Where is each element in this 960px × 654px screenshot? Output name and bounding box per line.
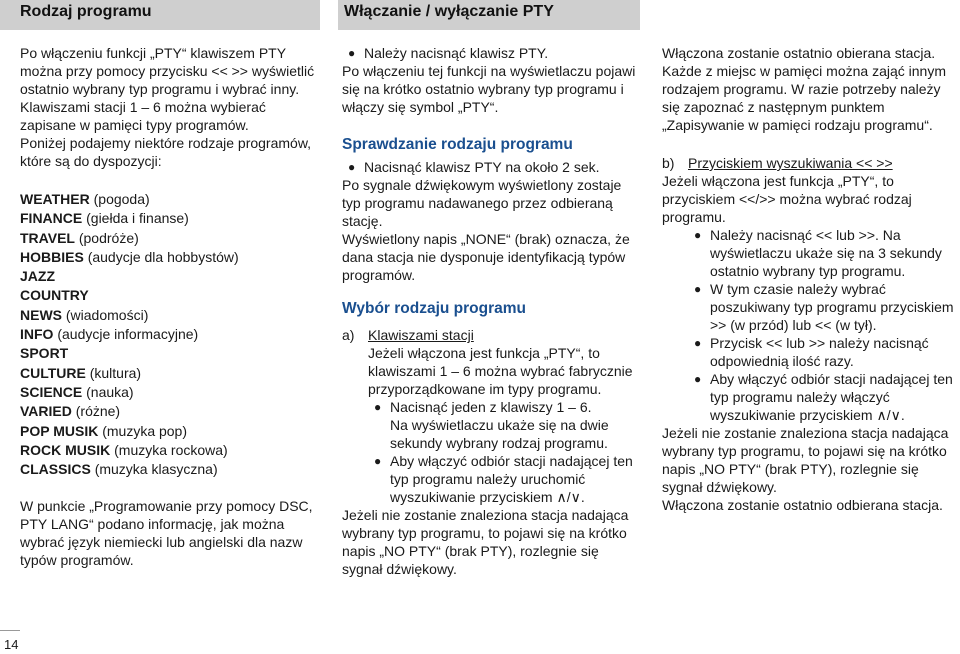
program-type-name: POP MUSIK bbox=[20, 422, 99, 439]
program-type-name: SCIENCE bbox=[20, 383, 83, 400]
program-type-item bbox=[20, 306, 318, 325]
paragraph: Po sygnale dźwiękowym wyświetlony zostaje typ programu nadawanego przez odbieraną stację. bbox=[342, 177, 622, 229]
bullet-item: ● W tym czasie należy wybrać poszukiwany typ programu przyciskiem >> (w przód) lub << (w tył). bbox=[694, 281, 954, 333]
program-type-item bbox=[20, 325, 318, 344]
program-type-description: (giełda i finanse) bbox=[86, 210, 189, 227]
bullet-icon: ● bbox=[348, 160, 356, 174]
page-number-rule bbox=[0, 630, 20, 631]
bullet-item: ● Należy nacisnąć klawisz PTY. bbox=[348, 45, 549, 61]
bullet-item: ● Przycisk << lub >> należy nacisnąć odpowiednią ilość razy. bbox=[694, 335, 929, 369]
program-type-item bbox=[20, 190, 318, 209]
program-type-item bbox=[20, 441, 318, 460]
program-type-name: NEWS bbox=[20, 306, 62, 323]
program-type-name: SPORT bbox=[20, 345, 69, 362]
paragraph: Włączona zostanie ostatnio odbierana stacja. bbox=[662, 497, 943, 513]
bullet-item: ● Nacisnąć klawisz PTY na około 2 sek. bbox=[348, 159, 600, 175]
paragraph: Po włączeniu tej funkcji na wyświetlaczu pojawi się na krótko ostatnio wybrany typ programu i włączy się symbol „PTY“. bbox=[342, 63, 636, 115]
section-heading: Rodzaj programu bbox=[20, 3, 152, 20]
program-type-name: VARIED bbox=[20, 403, 72, 420]
program-type-item bbox=[20, 229, 318, 248]
bullet-icon: ● bbox=[694, 228, 702, 242]
program-type-description: (muzyka rockowa) bbox=[114, 441, 228, 458]
program-type-name: FINANCE bbox=[20, 210, 83, 227]
section-heading: Włączanie / wyłączanie PTY bbox=[344, 3, 554, 20]
column-middle bbox=[338, 0, 640, 577]
paragraph: Poniżej podajemy niektóre rodzaje programów, które są do dyspozycji: bbox=[20, 135, 312, 169]
bullet-icon: ● bbox=[374, 400, 382, 414]
program-type-name: TRAVEL bbox=[20, 229, 75, 246]
option-a-title: a) Klawiszami stacji bbox=[342, 327, 474, 343]
subheading: Sprawdzanie rodzaju programu bbox=[342, 136, 573, 153]
paragraph: Wyświetlony napis „NONE“ (brak) oznacza, że dana stacja nie dysponuje identyfikacją typów programów. bbox=[342, 231, 630, 283]
bullet-item: ● Nacisnąć jeden z klawiszy 1 – 6. Na wyświetlaczu ukaże się na dwie sekundy wybrany rodzaj programu. bbox=[374, 399, 609, 451]
subheading: Wybór rodzaju programu bbox=[342, 300, 527, 317]
program-type-item bbox=[20, 209, 318, 228]
program-type-description: (muzyka klasyczna) bbox=[94, 461, 218, 478]
program-type-name: JAZZ bbox=[20, 268, 55, 285]
bullet-icon: ● bbox=[348, 46, 356, 60]
bullet-icon: ● bbox=[694, 282, 702, 296]
program-type-description: (podróże) bbox=[78, 229, 139, 246]
program-type-name: WEATHER bbox=[20, 191, 90, 207]
paragraph: Jeżeli nie zostanie znaleziona stacja nadająca wybrany typ programu, to pojawi się na krótko napis „NO PTY“ (brak PTY), rozlegnie się sygnał dźwiękowy. bbox=[342, 507, 629, 577]
option-b-title: b) Przyciskiem wyszukiwania << >> bbox=[662, 155, 893, 171]
program-type-item bbox=[20, 286, 318, 305]
bullet-icon: ● bbox=[374, 454, 382, 468]
program-type-name: CULTURE bbox=[20, 364, 86, 381]
program-type-description: (kultura) bbox=[89, 364, 142, 381]
bullet-icon: ● bbox=[694, 372, 702, 386]
page-number: 14 bbox=[4, 637, 19, 652]
program-type-name: HOBBIES bbox=[20, 248, 84, 265]
bullet-list bbox=[662, 226, 960, 424]
program-type-description: (audycje informacyjne) bbox=[57, 326, 199, 343]
program-type-description: (audycje dla hobbystów) bbox=[87, 248, 239, 265]
bullet-item: ● Aby włączyć odbiór stacji nadającej ten typ programu należy włączyć wyszukiwanie przyciskiem ∧/∨. bbox=[694, 371, 953, 423]
paragraph: Włączona zostanie ostatnio obierana stacja. bbox=[662, 45, 936, 61]
program-type-description: (muzyka pop) bbox=[102, 422, 188, 439]
paragraph: Jeżeli nie zostanie znaleziona stacja nadająca wybrany typ programu, to pojawi się na krótko napis „NO PTY“ (brak PTY), rozlegnie się sygnał dźwiękowy. bbox=[662, 425, 949, 495]
paragraph: Każde z miejsc w pamięci można zająć innym rodzajem programu. W razie potrzeby należy się zapoznać z następnym punktem „Zapisywanie w pamięci rodzaju programu“. bbox=[662, 63, 946, 133]
program-type-name: CLASSICS bbox=[20, 461, 91, 478]
program-type-item bbox=[20, 364, 318, 383]
paragraph: Po włączeniu funkcji „PTY“ klawiszem PTY można przy pomocy przycisku << >> wyświetlić ostatnio wybrany typ programu i wybrać inny. bbox=[20, 45, 315, 97]
column-left bbox=[0, 0, 320, 569]
paragraph: Jeżeli włączona jest funkcja „PTY“, to przyciskiem <</>> można wybrać rodzaj programu. bbox=[662, 173, 912, 225]
program-type-description: (pogoda) bbox=[93, 191, 150, 207]
program-type-description: (wiadomości) bbox=[65, 306, 149, 323]
program-type-item bbox=[20, 267, 318, 286]
program-type-description: (różne) bbox=[75, 403, 121, 420]
program-type-name: COUNTRY bbox=[20, 287, 89, 304]
program-type-name: ROCK MUSIK bbox=[20, 441, 111, 458]
paragraph: Jeżeli włączona jest funkcja „PTY“, to klawiszami 1 – 6 można wybrać fabrycznie przyporządkowane im typy programu. bbox=[368, 345, 633, 397]
program-type-item bbox=[20, 248, 318, 267]
program-type-item bbox=[20, 460, 318, 479]
program-type-list bbox=[20, 190, 318, 479]
paragraph: W punkcie „Programowanie przy pomocy DSC, PTY LANG“ podano informację, jak można wybrać język niemiecki lub angielski dla nazw typów programów. bbox=[20, 498, 313, 569]
paragraph: Klawiszami stacji 1 – 6 można wybierać zapisane w pamięci typy programów. bbox=[20, 99, 266, 133]
program-type-item bbox=[20, 402, 318, 421]
program-type-description: (nauka) bbox=[86, 383, 134, 400]
bullet-icon: ● bbox=[694, 336, 702, 350]
program-type-name: INFO bbox=[20, 326, 54, 343]
program-type-item bbox=[20, 383, 318, 402]
bullet-item: ● Należy nacisnąć << lub >>. Na wyświetlaczu ukaże się na 3 sekundy ostatnio wybrany typ programu. bbox=[694, 227, 942, 279]
bullet-item: ● Aby włączyć odbiór stacji nadającej ten typ programu należy uruchomić wyszukiwanie przyciskiem ∧/∨. bbox=[374, 453, 633, 505]
program-type-item bbox=[20, 344, 318, 363]
program-type-item bbox=[20, 422, 318, 441]
